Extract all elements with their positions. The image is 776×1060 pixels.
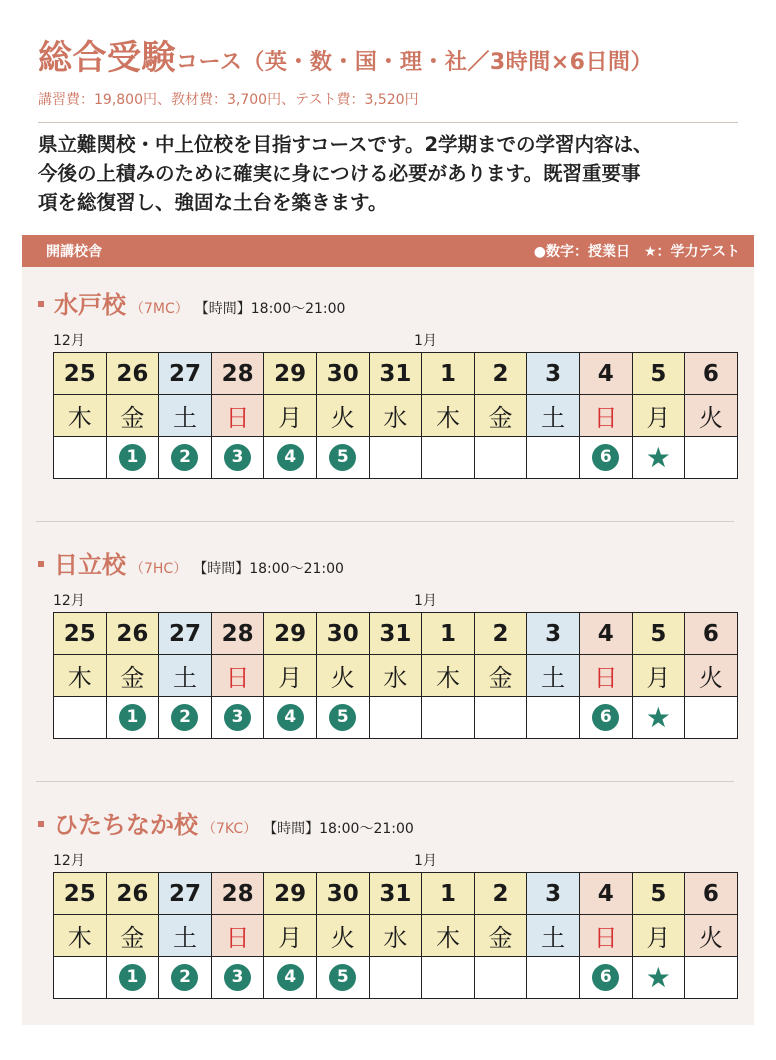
weekday-cell: 木	[422, 915, 475, 957]
session-cell	[685, 957, 738, 999]
day-cell: 5	[632, 353, 685, 395]
day-cell: 1	[422, 613, 475, 655]
day-cell: 26	[106, 873, 159, 915]
weekday-cell: 火	[316, 395, 369, 437]
weekday-cell: 土	[159, 655, 212, 697]
course-header	[38, 30, 748, 109]
day-cell: 26	[106, 613, 159, 655]
session-number-badge: 5	[329, 964, 356, 991]
campus-time: 【時間】18:00〜21:00	[263, 821, 414, 837]
weekday-cell: 水	[369, 395, 422, 437]
session-number-badge: 6	[592, 704, 619, 731]
weekday-cell: 土	[527, 395, 580, 437]
session-cell	[316, 437, 369, 479]
weekday-cell: 月	[632, 655, 685, 697]
day-cell: 25	[54, 873, 107, 915]
calendar-table	[53, 352, 738, 479]
weekday-cell: 金	[474, 915, 527, 957]
day-cell: 31	[369, 353, 422, 395]
day-cell: 30	[316, 873, 369, 915]
session-cell	[316, 957, 369, 999]
session-cell	[474, 957, 527, 999]
session-number-badge: 6	[592, 444, 619, 471]
day-cell: 5	[632, 873, 685, 915]
weekday-cell: 火	[685, 395, 738, 437]
session-cell	[106, 437, 159, 479]
session-number-badge: 1	[119, 444, 146, 471]
session-cell	[422, 437, 475, 479]
session-cell	[264, 957, 317, 999]
weekday-cell: 日	[211, 915, 264, 957]
session-cell	[211, 437, 264, 479]
day-cell: 29	[264, 873, 317, 915]
campus-heading	[38, 805, 414, 840]
campus-time: 【時間】18:00〜21:00	[194, 301, 346, 317]
weekday-cell: 月	[264, 655, 317, 697]
day-cell: 28	[211, 873, 264, 915]
campus-time: 【時間】18:00〜21:00	[193, 561, 344, 577]
session-cell	[54, 957, 107, 999]
weekday-cell: 土	[527, 915, 580, 957]
session-number-badge: 4	[277, 704, 304, 731]
campus-name: ひたちなか校	[54, 811, 198, 839]
test-star-icon: ★	[645, 440, 671, 474]
day-cell: 30	[316, 353, 369, 395]
session-cell	[527, 957, 580, 999]
day-cell: 3	[527, 613, 580, 655]
session-number-badge: 3	[224, 964, 251, 991]
session-cell	[474, 437, 527, 479]
campus-code: （7KC）	[202, 821, 258, 837]
session-number-badge: 3	[224, 704, 251, 731]
session-cell	[211, 957, 264, 999]
day-cell: 27	[159, 873, 212, 915]
day-cell: 28	[211, 613, 264, 655]
session-cell	[106, 697, 159, 739]
day-cell: 27	[159, 353, 212, 395]
day-cell: 29	[264, 613, 317, 655]
bullet-icon	[38, 821, 44, 827]
legend: ●数字：授業日 ★：学力テスト	[533, 244, 740, 260]
session-cell	[106, 957, 159, 999]
day-cell: 28	[211, 353, 264, 395]
session-cell	[579, 697, 632, 739]
day-cell: 4	[579, 613, 632, 655]
weekday-cell: 金	[106, 915, 159, 957]
campus-heading	[38, 285, 345, 320]
course-title: 総合受験コース（英・数・国・理・社／3時間×6日間）	[38, 38, 653, 78]
session-number-badge: 2	[171, 964, 198, 991]
schedule-panel	[22, 235, 754, 1025]
campus-name: 日立校	[54, 551, 126, 579]
weekday-cell: 日	[579, 395, 632, 437]
session-cell	[159, 437, 212, 479]
month-label-jan: 1月	[414, 593, 437, 609]
weekday-cell: 火	[685, 915, 738, 957]
session-cell	[211, 697, 264, 739]
day-cell: 27	[159, 613, 212, 655]
day-cell: 29	[264, 353, 317, 395]
weekday-cell: 金	[106, 655, 159, 697]
session-cell	[527, 697, 580, 739]
session-cell	[579, 437, 632, 479]
course-fees: 講習費：19,800円、教材費：3,700円、テスト費：3,520円	[38, 92, 419, 108]
weekday-cell: 金	[474, 395, 527, 437]
day-cell: 26	[106, 353, 159, 395]
weekday-cell: 木	[422, 655, 475, 697]
test-star-icon: ★	[645, 960, 671, 994]
session-cell	[632, 697, 685, 739]
month-label-dec: 12月	[53, 593, 85, 609]
weekday-cell: 火	[316, 915, 369, 957]
weekday-cell: 木	[54, 655, 107, 697]
bullet-icon	[38, 561, 44, 567]
session-cell	[54, 437, 107, 479]
session-cell	[316, 697, 369, 739]
session-number-badge: 2	[171, 704, 198, 731]
day-cell: 4	[579, 873, 632, 915]
session-cell	[369, 957, 422, 999]
month-label-jan: 1月	[414, 853, 437, 869]
session-cell	[369, 697, 422, 739]
campus-divider	[36, 781, 734, 782]
weekday-cell: 日	[211, 395, 264, 437]
day-cell: 6	[685, 353, 738, 395]
month-label-dec: 12月	[53, 853, 85, 869]
calendar-table	[53, 872, 738, 999]
weekday-cell: 月	[264, 915, 317, 957]
session-cell	[369, 437, 422, 479]
day-cell: 30	[316, 613, 369, 655]
session-cell	[632, 957, 685, 999]
weekday-cell: 木	[422, 395, 475, 437]
session-number-badge: 5	[329, 444, 356, 471]
campus-code: （7MC）	[130, 301, 189, 317]
weekday-cell: 木	[54, 915, 107, 957]
day-cell: 2	[474, 873, 527, 915]
day-cell: 6	[685, 873, 738, 915]
month-label-jan: 1月	[414, 333, 437, 349]
day-cell: 2	[474, 613, 527, 655]
day-cell: 31	[369, 873, 422, 915]
weekday-cell: 木	[54, 395, 107, 437]
day-cell: 25	[54, 353, 107, 395]
divider	[38, 122, 738, 123]
session-cell	[159, 957, 212, 999]
campus-heading	[38, 545, 344, 580]
session-number-badge: 2	[171, 444, 198, 471]
weekday-cell: 日	[211, 655, 264, 697]
day-cell: 1	[422, 873, 475, 915]
weekday-cell: 月	[632, 915, 685, 957]
weekday-cell: 水	[369, 915, 422, 957]
day-cell: 1	[422, 353, 475, 395]
test-star-icon: ★	[645, 700, 671, 734]
day-cell: 25	[54, 613, 107, 655]
session-cell	[264, 697, 317, 739]
session-number-badge: 6	[592, 964, 619, 991]
weekday-cell: 火	[316, 655, 369, 697]
campus-code: （7HC）	[130, 561, 188, 577]
campus-bar	[22, 235, 754, 267]
day-cell: 3	[527, 873, 580, 915]
session-cell	[632, 437, 685, 479]
day-cell: 3	[527, 353, 580, 395]
weekday-cell: 金	[106, 395, 159, 437]
day-cell: 2	[474, 353, 527, 395]
weekday-cell: 日	[579, 915, 632, 957]
session-number-badge: 4	[277, 964, 304, 991]
weekday-cell: 水	[369, 655, 422, 697]
session-cell	[264, 437, 317, 479]
weekday-cell: 火	[685, 655, 738, 697]
session-cell	[685, 437, 738, 479]
session-cell	[54, 697, 107, 739]
calendar-table	[53, 612, 738, 739]
session-cell	[527, 437, 580, 479]
session-cell	[685, 697, 738, 739]
weekday-cell: 月	[264, 395, 317, 437]
weekday-cell: 土	[159, 915, 212, 957]
campus-divider	[36, 521, 734, 522]
day-cell: 4	[579, 353, 632, 395]
month-label-dec: 12月	[53, 333, 85, 349]
session-number-badge: 4	[277, 444, 304, 471]
session-number-badge: 1	[119, 964, 146, 991]
session-cell	[159, 697, 212, 739]
weekday-cell: 土	[159, 395, 212, 437]
weekday-cell: 日	[579, 655, 632, 697]
session-number-badge: 1	[119, 704, 146, 731]
session-number-badge: 5	[329, 704, 356, 731]
session-cell	[474, 697, 527, 739]
session-cell	[579, 957, 632, 999]
weekday-cell: 金	[474, 655, 527, 697]
session-cell	[422, 697, 475, 739]
day-cell: 5	[632, 613, 685, 655]
campus-name: 水戸校	[54, 291, 126, 319]
day-cell: 31	[369, 613, 422, 655]
session-number-badge: 3	[224, 444, 251, 471]
day-cell: 6	[685, 613, 738, 655]
weekday-cell: 月	[632, 395, 685, 437]
campus-bar-label: 開講校舎	[46, 244, 102, 260]
bullet-icon	[38, 301, 44, 307]
course-description: 県立難関校・中上位校を目指すコースです。2学期までの学習内容は、 今後の上積みのために確実に身につける必要があります。既習重要事 項を総復習し、強固な土台を築きます。	[38, 133, 653, 214]
session-cell	[422, 957, 475, 999]
weekday-cell: 土	[527, 655, 580, 697]
